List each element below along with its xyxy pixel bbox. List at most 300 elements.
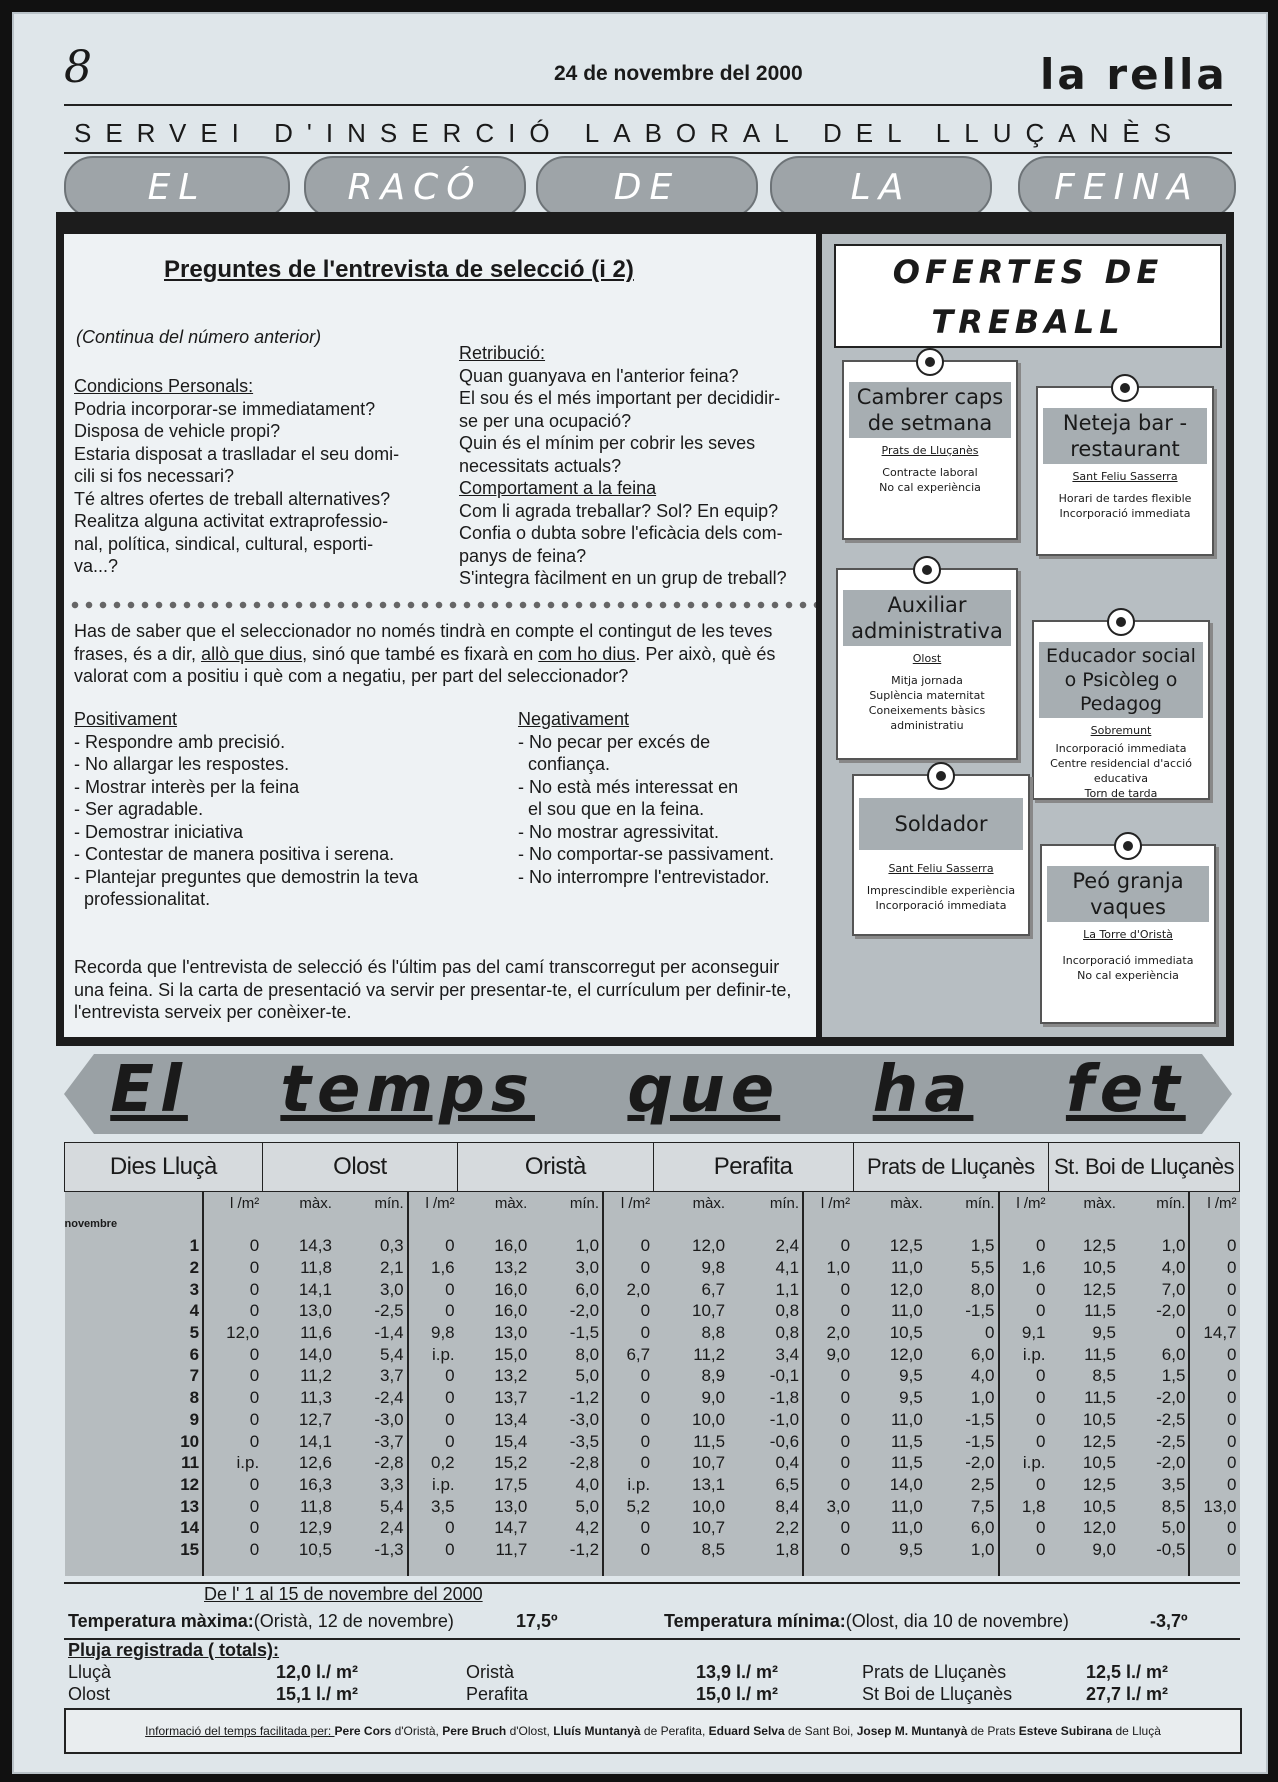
value-cell: 5,4 bbox=[335, 1495, 408, 1517]
value-cell: 2,4 bbox=[335, 1517, 408, 1539]
question-line: panys de feina? bbox=[459, 545, 587, 566]
value-cell: 4,1 bbox=[728, 1257, 803, 1279]
job-card bbox=[1032, 620, 1210, 800]
day-cell: 12 bbox=[65, 1474, 204, 1496]
credit-name: Lluís Muntanyà bbox=[553, 1724, 644, 1738]
value-cell: 2,5 bbox=[926, 1474, 999, 1496]
value-cell: 0 bbox=[603, 1430, 653, 1452]
rain-station: Lluçà bbox=[68, 1662, 112, 1682]
value-cell: 0 bbox=[803, 1539, 853, 1561]
value-cell: -2,0 bbox=[1119, 1300, 1189, 1322]
value-cell: 1,6 bbox=[999, 1257, 1049, 1279]
value-cell: -1,5 bbox=[926, 1300, 999, 1322]
value-cell: 0 bbox=[1189, 1452, 1239, 1474]
article-title: Preguntes de l'entrevista de selecció (i 2) bbox=[164, 256, 634, 283]
value-cell: 0 bbox=[408, 1300, 458, 1322]
value-cell: 10,5 bbox=[1049, 1452, 1119, 1474]
table-row bbox=[65, 1474, 1240, 1496]
value-cell: 0 bbox=[1189, 1365, 1239, 1387]
value-cell: 8,5 bbox=[1119, 1495, 1189, 1517]
rain-value: 15,1 l./ m² bbox=[276, 1684, 359, 1704]
value-cell: 0 bbox=[1189, 1278, 1239, 1300]
empty-cell bbox=[408, 1560, 458, 1576]
unit-label: mín. bbox=[1119, 1192, 1189, 1215]
value-cell: 2,1 bbox=[335, 1257, 408, 1279]
question-line: cili si fos necessari? bbox=[74, 466, 235, 486]
value-cell: 0 bbox=[1189, 1430, 1239, 1452]
value-cell: 10,5 bbox=[1049, 1409, 1119, 1431]
value-cell: 0 bbox=[603, 1300, 653, 1322]
value-cell: 0 bbox=[999, 1365, 1049, 1387]
empty-cell bbox=[530, 1560, 603, 1576]
question-line: necessitats actuals? bbox=[459, 455, 622, 476]
empty-cell bbox=[803, 1214, 853, 1235]
question-line: Quan guanyava en l'anterior feina? bbox=[459, 365, 739, 386]
intro-text-c: . Per això, què és valorat com a positiu i què com a negatiu, per part del seleccionador? bbox=[74, 643, 776, 686]
behaviour-heading: Comportament a la feina bbox=[459, 478, 657, 498]
value-cell: 9,5 bbox=[853, 1365, 926, 1387]
value-cell: 12,7 bbox=[262, 1409, 335, 1431]
station-header: Perafita bbox=[653, 1143, 853, 1192]
value-cell: 9,8 bbox=[408, 1322, 458, 1344]
value-cell: 0 bbox=[603, 1235, 653, 1257]
negative-item: - No pecar per excés de bbox=[518, 731, 711, 752]
credits-text bbox=[145, 1724, 1161, 1738]
value-cell: 6,5 bbox=[728, 1474, 803, 1496]
unit-label: l /m² bbox=[803, 1192, 853, 1215]
empty-cell bbox=[65, 1192, 204, 1215]
credit-place: d'Oristà, bbox=[394, 1724, 443, 1738]
value-cell: 13,0 bbox=[262, 1300, 335, 1322]
empty-cell bbox=[803, 1560, 853, 1576]
value-cell: 0 bbox=[203, 1430, 262, 1452]
credit-name: Pere Bruch bbox=[442, 1724, 510, 1738]
value-cell: 5,0 bbox=[530, 1365, 603, 1387]
value-cell: 0 bbox=[408, 1235, 458, 1257]
day-cell: 6 bbox=[65, 1343, 204, 1365]
value-cell: 13,0 bbox=[458, 1495, 531, 1517]
credit-place: d'Olost, bbox=[509, 1724, 554, 1738]
value-cell: 0,8 bbox=[728, 1322, 803, 1344]
empty-cell bbox=[458, 1214, 531, 1235]
station-header: Dies Lluçà bbox=[65, 1143, 263, 1192]
value-cell: 0 bbox=[999, 1235, 1049, 1257]
question-line: Com li agrada treballar? Sol? En equip? bbox=[459, 500, 779, 521]
value-cell: -0,1 bbox=[728, 1365, 803, 1387]
value-cell: 8,4 bbox=[728, 1495, 803, 1517]
table-row bbox=[65, 1343, 1240, 1365]
rain-heading: Pluja registrada ( totals): bbox=[68, 1640, 280, 1660]
value-cell: 0 bbox=[1189, 1474, 1239, 1496]
value-cell: 11,0 bbox=[853, 1300, 926, 1322]
empty-cell bbox=[603, 1560, 653, 1576]
job-details: Mitja jornada Suplència maternitat Coneixements bàsics administratiu bbox=[868, 674, 986, 732]
value-cell: 0 bbox=[1189, 1517, 1239, 1539]
empty-cell bbox=[65, 1560, 204, 1576]
value-cell: 0 bbox=[203, 1343, 262, 1365]
value-cell: 0,3 bbox=[335, 1235, 408, 1257]
value-cell: 11,5 bbox=[1049, 1343, 1119, 1365]
value-cell: 0 bbox=[803, 1430, 853, 1452]
empty-cell bbox=[728, 1560, 803, 1576]
title-pill-raco: RACÓ bbox=[304, 156, 526, 218]
value-cell: 14,7 bbox=[458, 1517, 531, 1539]
value-cell: -3,7 bbox=[335, 1430, 408, 1452]
unit-label: l /m² bbox=[603, 1192, 653, 1215]
value-cell: 0 bbox=[203, 1300, 262, 1322]
value-cell: 11,7 bbox=[458, 1539, 531, 1561]
evaluation-intro bbox=[74, 620, 812, 688]
value-cell: 11,6 bbox=[262, 1322, 335, 1344]
value-cell: i.p. bbox=[203, 1452, 262, 1474]
value-cell: 2,2 bbox=[728, 1517, 803, 1539]
negative-item: - No està més interessat en bbox=[518, 776, 739, 797]
value-cell: -2,0 bbox=[530, 1300, 603, 1322]
empty-cell bbox=[335, 1214, 408, 1235]
negative-heading: Negativament bbox=[518, 709, 630, 729]
value-cell: 3,5 bbox=[408, 1495, 458, 1517]
value-cell: 1,0 bbox=[926, 1387, 999, 1409]
unit-label: mín. bbox=[728, 1192, 803, 1215]
value-cell: 13,0 bbox=[458, 1322, 531, 1344]
weather-banner bbox=[64, 1050, 1232, 1130]
value-cell: 8,5 bbox=[653, 1539, 728, 1561]
value-cell: 12,5 bbox=[1049, 1474, 1119, 1496]
rain-station: Olost bbox=[68, 1684, 111, 1704]
positive-list bbox=[74, 708, 464, 911]
value-cell: 11,2 bbox=[262, 1365, 335, 1387]
value-cell: 5,5 bbox=[926, 1257, 999, 1279]
issue-date: 24 de novembre del 2000 bbox=[554, 62, 803, 85]
value-cell: 2,0 bbox=[803, 1322, 853, 1344]
unit-label: mín. bbox=[530, 1192, 603, 1215]
job-card bbox=[1040, 844, 1216, 1024]
rain-value: 12,0 l./ m² bbox=[276, 1662, 359, 1682]
value-cell: i.p. bbox=[408, 1343, 458, 1365]
job-card bbox=[1036, 386, 1214, 556]
question-line: Estaria disposat a traslladar el seu domi- bbox=[74, 443, 400, 464]
day-cell: 14 bbox=[65, 1517, 204, 1539]
value-cell: 5,4 bbox=[335, 1343, 408, 1365]
empty-cell bbox=[530, 1214, 603, 1235]
station-header: Oristà bbox=[458, 1143, 653, 1192]
job-location: Sobremunt bbox=[1090, 724, 1152, 737]
value-cell: -1,5 bbox=[530, 1322, 603, 1344]
max-temp bbox=[68, 1611, 454, 1632]
value-cell: 10,5 bbox=[853, 1322, 926, 1344]
value-cell: 9,0 bbox=[803, 1343, 853, 1365]
units-row bbox=[65, 1192, 1240, 1215]
pin-icon bbox=[913, 556, 941, 584]
value-cell: 14,3 bbox=[262, 1235, 335, 1257]
job-details: Contracte laboral No cal experiència bbox=[879, 466, 981, 494]
value-cell: 8,0 bbox=[530, 1343, 603, 1365]
value-cell: 11,5 bbox=[853, 1452, 926, 1474]
value-cell: 0 bbox=[1189, 1235, 1239, 1257]
value-cell: 8,8 bbox=[653, 1322, 728, 1344]
value-cell: 12,5 bbox=[853, 1235, 926, 1257]
value-cell: 0 bbox=[999, 1300, 1049, 1322]
value-cell: 10,7 bbox=[653, 1300, 728, 1322]
value-cell: 1,0 bbox=[926, 1539, 999, 1561]
personal-questions bbox=[74, 398, 429, 578]
value-cell: 6,0 bbox=[530, 1278, 603, 1300]
value-cell: 14,0 bbox=[853, 1474, 926, 1496]
value-cell: 0 bbox=[803, 1452, 853, 1474]
value-cell: 15,2 bbox=[458, 1452, 531, 1474]
max-temp-value: 17,5º bbox=[516, 1611, 558, 1631]
question-line: nal, política, sindical, cultural, esporti- bbox=[74, 533, 374, 554]
rain-value: 13,9 l./ m² bbox=[696, 1662, 779, 1682]
banner-word: ha bbox=[872, 1053, 974, 1127]
max-temp-place: (Oristà, 12 de novembre) bbox=[253, 1611, 454, 1631]
value-cell: 13,4 bbox=[458, 1409, 531, 1431]
positive-item: - Mostrar interès per la feina bbox=[74, 776, 300, 797]
value-cell: 3,0 bbox=[530, 1257, 603, 1279]
value-cell: 0 bbox=[803, 1278, 853, 1300]
pin-icon bbox=[916, 348, 944, 376]
positive-heading: Positivament bbox=[74, 709, 178, 729]
value-cell: 0 bbox=[1189, 1409, 1239, 1431]
value-cell: 0,2 bbox=[408, 1452, 458, 1474]
value-cell: 0 bbox=[203, 1235, 262, 1257]
positive-item: - No allargar les respostes. bbox=[74, 754, 290, 774]
pin-icon bbox=[1107, 608, 1135, 636]
day-cell: 4 bbox=[65, 1300, 204, 1322]
unit-label: l /m² bbox=[999, 1192, 1049, 1215]
value-cell: -1,3 bbox=[335, 1539, 408, 1561]
value-cell: 5,0 bbox=[530, 1495, 603, 1517]
value-cell: 10,7 bbox=[653, 1517, 728, 1539]
value-cell: 13,2 bbox=[458, 1365, 531, 1387]
unit-label: l /m² bbox=[1189, 1192, 1239, 1215]
value-cell: 0 bbox=[408, 1278, 458, 1300]
job-offers-panel bbox=[822, 234, 1226, 1037]
question-line: El sou és el més important per decididir- bbox=[459, 388, 781, 408]
value-cell: 9,5 bbox=[853, 1539, 926, 1561]
job-title: Educador social o Psicòleg o Pedagog bbox=[1039, 642, 1203, 718]
value-cell: 0 bbox=[999, 1474, 1049, 1496]
banner-word: que bbox=[627, 1053, 781, 1127]
unit-label: màx. bbox=[1049, 1192, 1119, 1215]
day-cell: 8 bbox=[65, 1387, 204, 1409]
value-cell: 0 bbox=[408, 1365, 458, 1387]
value-cell: -1,5 bbox=[926, 1430, 999, 1452]
rain-station: St Boi de Lluçanès bbox=[862, 1684, 1013, 1704]
value-cell: -2,5 bbox=[1119, 1409, 1189, 1431]
value-cell: 9,8 bbox=[653, 1257, 728, 1279]
month-label: novembre bbox=[65, 1214, 204, 1235]
value-cell: 1,5 bbox=[926, 1235, 999, 1257]
value-cell: 12,9 bbox=[262, 1517, 335, 1539]
value-cell: 10,0 bbox=[653, 1495, 728, 1517]
station-header: St. Boi de Lluçanès bbox=[1049, 1143, 1240, 1192]
value-cell: 10,0 bbox=[653, 1409, 728, 1431]
temperature-summary bbox=[64, 1582, 1240, 1640]
rain-value: 15,0 l./ m² bbox=[696, 1684, 779, 1704]
value-cell: 16,3 bbox=[262, 1474, 335, 1496]
question-line: Quin és el mínim per cobrir les seves bbox=[459, 433, 756, 453]
value-cell: 11,5 bbox=[1049, 1387, 1119, 1409]
day-cell: 7 bbox=[65, 1365, 204, 1387]
negative-item: - No mostrar agressivitat. bbox=[518, 821, 720, 842]
day-cell: 10 bbox=[65, 1430, 204, 1452]
value-cell: 14,1 bbox=[262, 1278, 335, 1300]
value-cell: 0 bbox=[203, 1409, 262, 1431]
empty-cell bbox=[1049, 1560, 1119, 1576]
value-cell: 5,2 bbox=[603, 1495, 653, 1517]
table-row bbox=[65, 1322, 1240, 1344]
value-cell: 4,0 bbox=[1119, 1257, 1189, 1279]
value-cell: 6,7 bbox=[653, 1278, 728, 1300]
empty-cell bbox=[926, 1560, 999, 1576]
question-line: S'integra fàcilment en un grup de treball? bbox=[459, 568, 787, 588]
value-cell: 0 bbox=[999, 1278, 1049, 1300]
value-cell: 8,0 bbox=[926, 1278, 999, 1300]
credit-name: Pere Cors bbox=[334, 1724, 395, 1738]
credit-place: de Perafita, bbox=[643, 1724, 709, 1738]
job-title: Soldador bbox=[859, 798, 1023, 850]
job-location: Sant Feliu Sasserra bbox=[888, 862, 994, 875]
value-cell: 1,1 bbox=[728, 1278, 803, 1300]
section-title: SERVEI D'INSERCIÓ LABORAL DEL LLUÇANÈS bbox=[74, 118, 1186, 148]
min-temp bbox=[664, 1611, 1069, 1632]
value-cell: 9,0 bbox=[1049, 1539, 1119, 1561]
value-cell: 6,7 bbox=[603, 1343, 653, 1365]
value-cell: 0 bbox=[408, 1387, 458, 1409]
value-cell: 0 bbox=[999, 1430, 1049, 1452]
positive-item: professionalitat. bbox=[74, 889, 211, 909]
offers-heading-line1: OFERTES DE bbox=[892, 253, 1164, 291]
value-cell: 4,0 bbox=[926, 1365, 999, 1387]
value-cell: 1,0 bbox=[803, 1257, 853, 1279]
value-cell: -0,5 bbox=[1119, 1539, 1189, 1561]
unit-label: l /m² bbox=[408, 1192, 458, 1215]
value-cell: -3,0 bbox=[530, 1409, 603, 1431]
rain-value: 27,7 l./ m² bbox=[1086, 1684, 1169, 1704]
day-cell: 15 bbox=[65, 1539, 204, 1561]
empty-cell bbox=[653, 1214, 728, 1235]
empty-cell bbox=[1119, 1560, 1189, 1576]
banner-word: El bbox=[110, 1053, 188, 1127]
value-cell: 0 bbox=[603, 1257, 653, 1279]
title-pill-la: LA bbox=[770, 156, 992, 218]
value-cell: 12,0 bbox=[853, 1343, 926, 1365]
table-row bbox=[65, 1409, 1240, 1431]
value-cell: 12,0 bbox=[853, 1278, 926, 1300]
unit-label: mín. bbox=[926, 1192, 999, 1215]
value-cell: 16,0 bbox=[458, 1278, 531, 1300]
value-cell: 0 bbox=[203, 1365, 262, 1387]
question-line: Realitza alguna activitat extraprofessio- bbox=[74, 511, 389, 531]
value-cell: 10,5 bbox=[1049, 1495, 1119, 1517]
pin-icon bbox=[1114, 832, 1142, 860]
job-title: Cambrer caps de setmana bbox=[849, 382, 1011, 438]
job-details: Imprescindible experiència Incorporació immediata bbox=[866, 884, 1016, 912]
value-cell: 8,5 bbox=[1049, 1365, 1119, 1387]
credit-name: Eduard Selva bbox=[708, 1724, 788, 1738]
value-cell: -2,0 bbox=[1119, 1387, 1189, 1409]
value-cell: -2,8 bbox=[530, 1452, 603, 1474]
value-cell: 4,0 bbox=[530, 1474, 603, 1496]
empty-cell bbox=[1189, 1214, 1239, 1235]
negative-item: el sou que en la feina. bbox=[518, 799, 705, 819]
value-cell: 0 bbox=[603, 1365, 653, 1387]
rain-station: Prats de Lluçanès bbox=[862, 1662, 1007, 1682]
job-location: Sant Feliu Sasserra bbox=[1072, 470, 1178, 483]
day-cell: 13 bbox=[65, 1495, 204, 1517]
value-cell: 0 bbox=[603, 1539, 653, 1561]
value-cell: 0 bbox=[203, 1495, 262, 1517]
min-temp-place: (Olost, dia 10 de novembre) bbox=[845, 1611, 1069, 1631]
value-cell: 0 bbox=[1189, 1257, 1239, 1279]
empty-cell bbox=[262, 1560, 335, 1576]
value-cell: 13,7 bbox=[458, 1387, 531, 1409]
empty-cell bbox=[262, 1214, 335, 1235]
credit-place: de Prats bbox=[970, 1724, 1019, 1738]
positive-item: - Contestar de manera positiva i serena. bbox=[74, 844, 395, 864]
value-cell: 1,8 bbox=[999, 1495, 1049, 1517]
newspaper-page bbox=[12, 12, 1268, 1774]
value-cell: 0 bbox=[203, 1257, 262, 1279]
negative-item: - No interrompre l'entrevistador. bbox=[518, 866, 770, 887]
value-cell: 0 bbox=[1189, 1343, 1239, 1365]
weather-table bbox=[64, 1142, 1240, 1576]
negative-items bbox=[518, 731, 808, 889]
empty-cell bbox=[926, 1214, 999, 1235]
empty-cell bbox=[853, 1560, 926, 1576]
value-cell: 13,0 bbox=[1189, 1495, 1239, 1517]
value-cell: 0 bbox=[1189, 1300, 1239, 1322]
job-details: Horari de tardes flexible Incorporació immediata bbox=[1058, 492, 1192, 520]
value-cell: 6,0 bbox=[926, 1343, 999, 1365]
value-cell: 1,5 bbox=[1119, 1365, 1189, 1387]
empty-cell bbox=[335, 1560, 408, 1576]
value-cell: 13,2 bbox=[458, 1257, 531, 1279]
credits-lead: Informació del temps facilitada per: bbox=[145, 1724, 335, 1738]
value-cell: 3,0 bbox=[335, 1278, 408, 1300]
value-cell: 0 bbox=[203, 1278, 262, 1300]
value-cell: 0 bbox=[603, 1409, 653, 1431]
table-row bbox=[65, 1257, 1240, 1279]
value-cell: 11,3 bbox=[262, 1387, 335, 1409]
pay-and-behaviour bbox=[459, 342, 811, 590]
value-cell: i.p. bbox=[408, 1474, 458, 1496]
value-cell: 0 bbox=[803, 1387, 853, 1409]
value-cell: 0 bbox=[803, 1235, 853, 1257]
value-cell: 3,7 bbox=[335, 1365, 408, 1387]
value-cell: 1,0 bbox=[1119, 1235, 1189, 1257]
value-cell: 11,0 bbox=[853, 1495, 926, 1517]
table-row bbox=[65, 1539, 1240, 1561]
value-cell: 11,0 bbox=[853, 1409, 926, 1431]
value-cell: 6,0 bbox=[1119, 1343, 1189, 1365]
value-cell: -2,0 bbox=[1119, 1452, 1189, 1474]
value-cell: 10,7 bbox=[653, 1452, 728, 1474]
job-title: Peó granja vaques bbox=[1047, 866, 1209, 922]
value-cell: 9,5 bbox=[1049, 1322, 1119, 1344]
value-cell: 4,2 bbox=[530, 1517, 603, 1539]
offers-heading-line2: TREBALL bbox=[931, 303, 1125, 341]
empty-cell bbox=[203, 1560, 262, 1576]
value-cell: 0 bbox=[203, 1474, 262, 1496]
value-cell: 12,5 bbox=[1049, 1235, 1119, 1257]
value-cell: -2,5 bbox=[1119, 1430, 1189, 1452]
value-cell: 7,5 bbox=[926, 1495, 999, 1517]
value-cell: 0 bbox=[408, 1409, 458, 1431]
value-cell: 0 bbox=[1189, 1539, 1239, 1561]
pin-icon bbox=[927, 762, 955, 790]
